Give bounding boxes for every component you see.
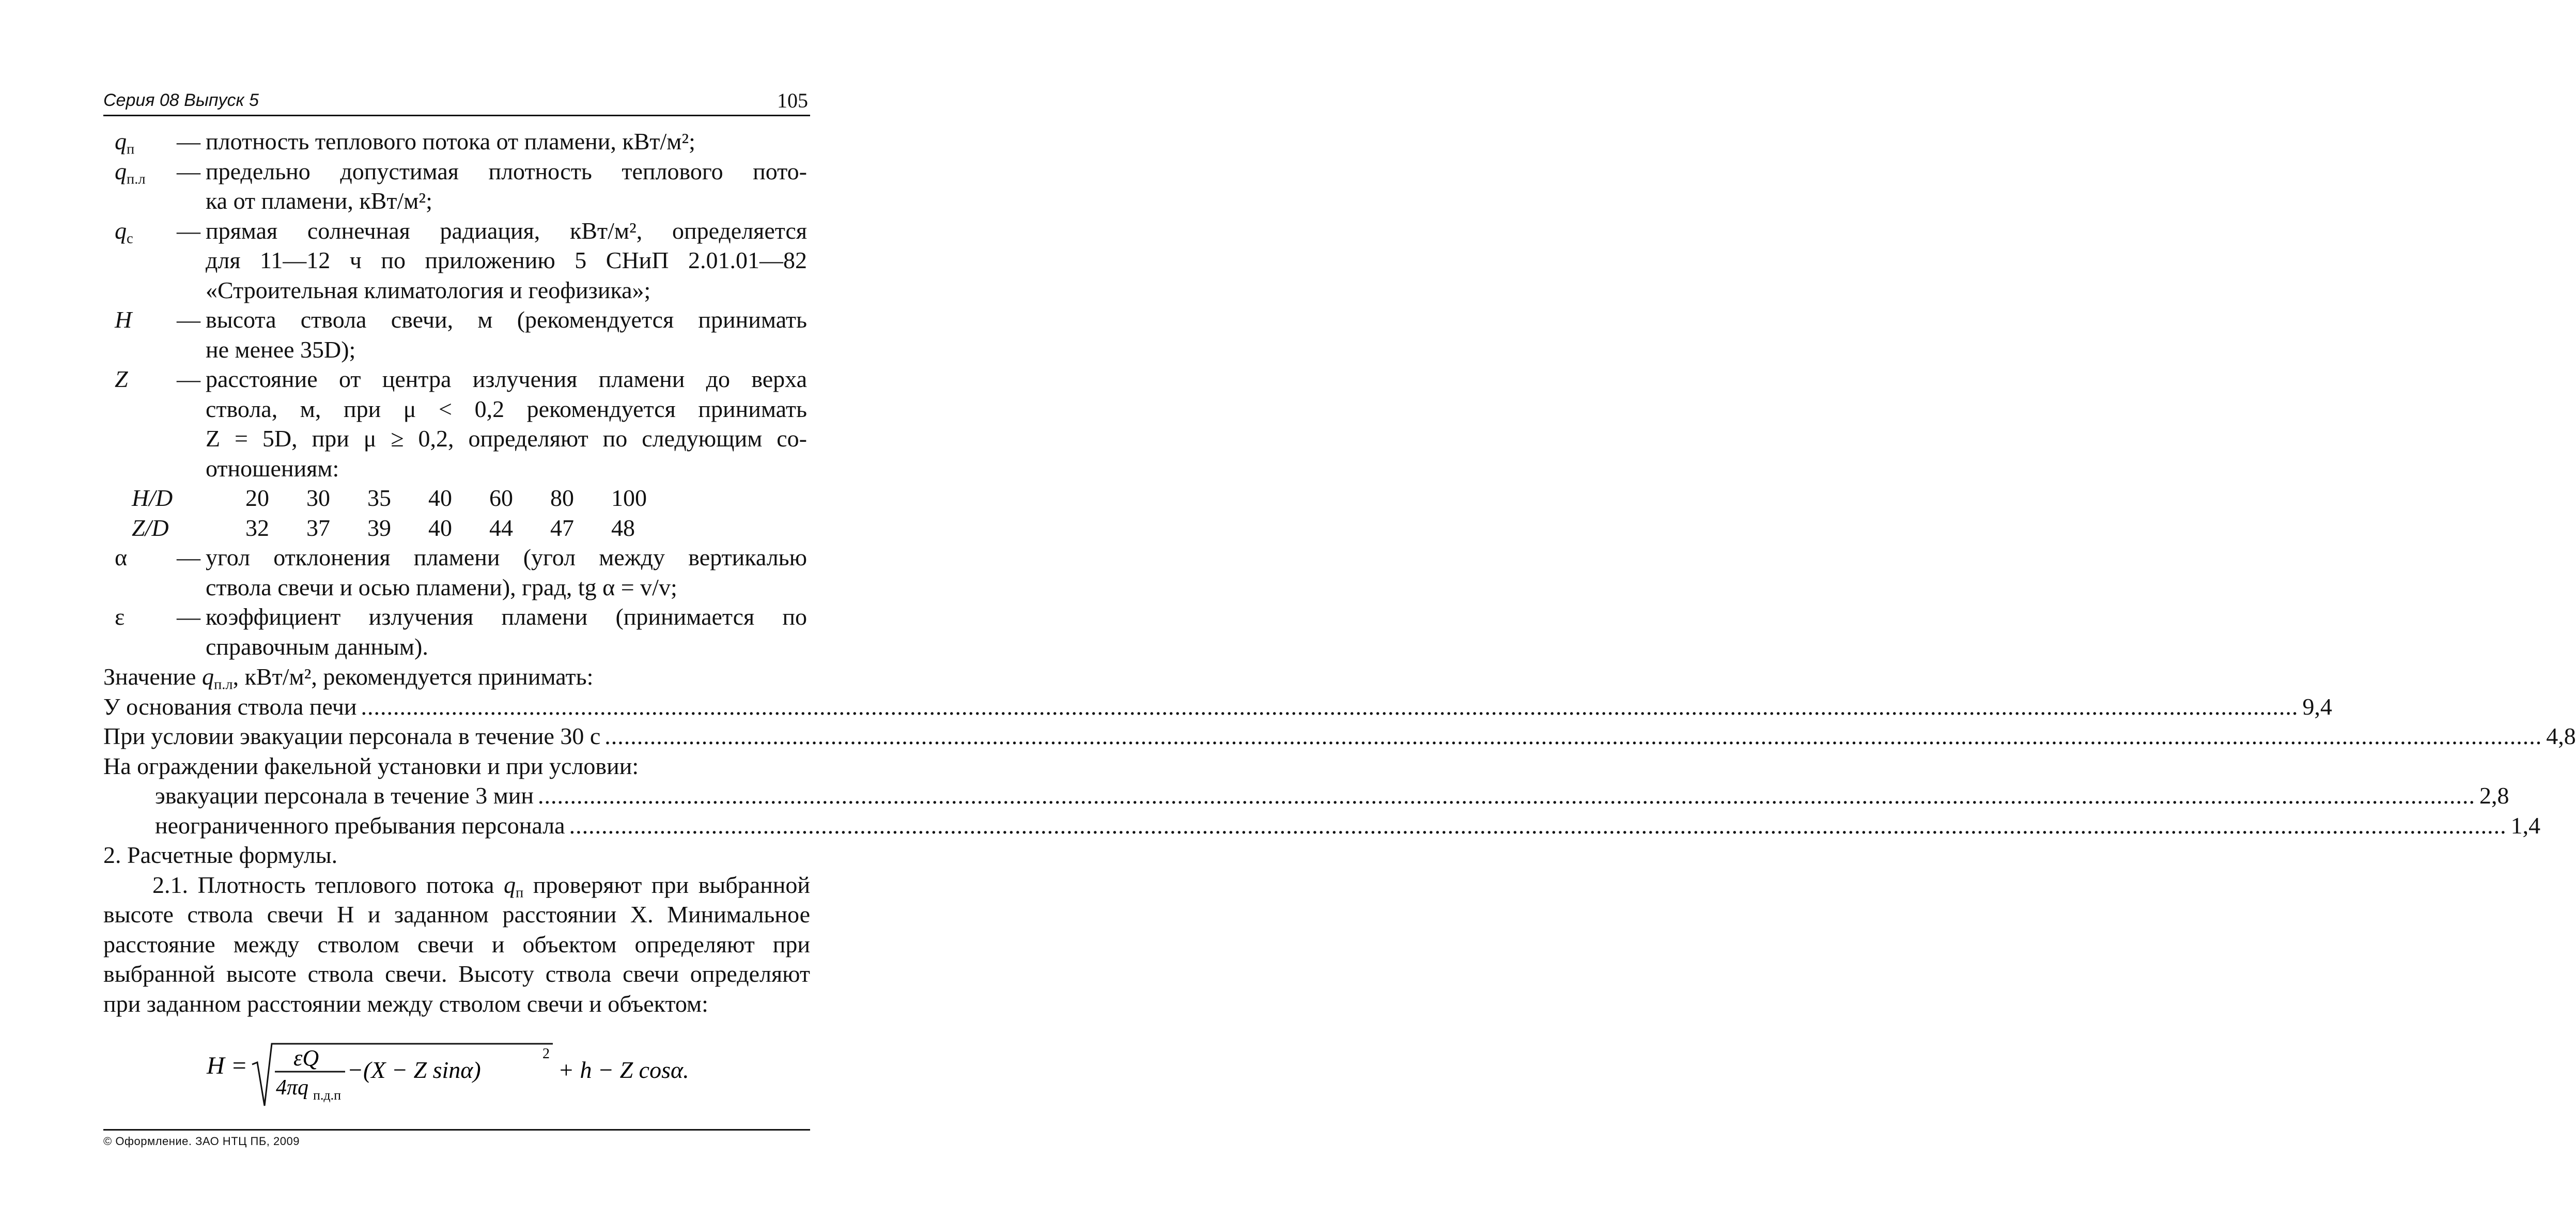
ratio-value: 32 [245,514,269,541]
definition-dash [177,186,206,216]
definition-symbol: $q_п$ [115,128,135,158]
definition-dash: — [177,306,200,333]
definition-text: не менее 35D); [206,336,356,363]
definition-dash: — [177,366,200,392]
definition-text: плотность теплового потока от пламени, кВт/м²; [206,128,695,154]
formula-lhs: H = [207,1052,248,1079]
definition-line [103,424,810,454]
definition-text: угол отклонения пламени (угол между вертикалью [206,544,807,570]
definition-line [103,632,810,662]
definition-dash [177,573,206,602]
definition-dash: — [177,544,200,570]
definition-line [103,305,810,335]
value-label: неограниченного пребывания персонала [155,812,565,839]
value-row [103,811,2541,841]
ratio-value: 60 [489,485,513,511]
ratio-row-zd [103,513,810,543]
definition-text: прямая солнечная радиация, кВт/м², определяется [206,217,807,244]
definition-line [103,335,810,365]
definition-line [103,157,810,187]
definition-symbol [103,394,177,424]
definition-line [103,454,810,484]
definition-text: ка от пламени, кВт/м²; [206,188,432,214]
fence-heading: На ограждении факельной установки и при условии: [103,752,639,779]
definition-line [103,364,810,394]
formula-middle: −(X − Z sinα) [347,1057,481,1083]
leader-dots: ............................................................................................................................................................................................................................................................................................................ [569,812,2507,839]
ratio-value: 37 [306,514,330,541]
paragraph-body: высоте ствола свечи H и заданном расстоянии X. Минимальное расстояние между стволом свечи и объектом определяют при выбранной высоте ствола свечи. Высоту ствола свечи определяют при заданном расстоянии между стволом свечи и объектом: [103,901,810,1017]
definition-dash [177,632,206,662]
definition-dash: — [177,217,200,244]
ratio-label: H/D [132,485,173,511]
definition-line [103,127,810,157]
paragraph-2-1: 2.1. Плотность теплового потока $q_п$ проверяют при выбранной высоте ствола свечи H и заданном расстоянии X. Минимальное расстояние между стволом свечи и объектом определяют при выбранной высоте ствола свечи. Высоту ствола свечи определяют при заданном расстоянии между стволом свечи и объектом: [103,871,810,1017]
definitions-group-1 [103,127,810,483]
formula-exponent: 2 [542,1046,550,1062]
definition-symbol: ε [115,604,125,630]
ratio-value: 35 [367,485,391,511]
value-row [103,781,2509,811]
value-label: У основания ствола печи [103,693,357,720]
definition-symbol [103,186,177,216]
definition-symbol: α [115,544,128,570]
formula-tail: + h − Z cosα. [558,1057,689,1083]
definition-text: ствола свечи и осью пламени), град, tg α = v/v; [206,574,677,600]
definition-dash [177,245,206,275]
leader-dots: ............................................................................................................................................................................................................................................................................................................ [538,782,2476,809]
value-row [103,721,2576,751]
ratio-table [103,483,810,543]
ratio-value: 40 [428,485,452,511]
value-number: 1,4 [2510,812,2541,839]
definition-text: высота ствола свечи, м (рекомендуется принимать [206,306,807,333]
values-list-fence [103,781,2541,840]
ratio-row-hd [103,483,810,513]
definition-dash [177,335,206,365]
value-label: При условии эвакуации персонала в течение 30 с [103,723,601,749]
formula-numerator: εQ [293,1045,319,1071]
leader-dots: ............................................................................................................................................................................................................................................................................................................ [604,723,2542,749]
definition-line [103,186,810,216]
formula-denominator: 4πq [276,1076,309,1100]
definitions-list [103,127,810,661]
ratio-value: 100 [611,485,647,511]
definition-symbol: $q_с$ [115,217,133,247]
definition-text: коэффициент излучения пламени (принимается по [206,604,807,630]
definition-text: Z = 5D, при μ ≥ 0,2, определяют по следующим со- [206,425,807,452]
definition-text: для 11—12 ч по приложению 5 СНиП 2.01.01—82 [206,247,807,273]
definition-text: справочным данным). [206,633,428,660]
series-label: Серия 08 Выпуск 5 [103,90,259,110]
definition-line [103,245,810,275]
definition-dash [177,275,206,305]
value-number: 2,8 [2479,782,2509,809]
ratio-value: 20 [245,485,269,511]
page-header [103,84,810,116]
definition-symbol: Z [115,366,128,392]
definition-dash: — [177,128,200,154]
definition-dash: — [177,158,200,184]
definition-symbol: H [115,306,132,333]
value-label: эвакуации персонала в течение 3 мин [155,782,534,809]
definition-line [103,602,810,632]
section-heading: 2. Расчетные формулы. [103,842,338,868]
definition-dash: — [177,604,200,630]
value-intro: Значение $q_{п.л}$, кВт/м², рекомендуется принимать: [103,663,594,693]
ratio-value: 47 [550,514,574,541]
formula-denominator-sub: п.д.п [313,1088,342,1103]
ratio-value: 48 [611,514,635,541]
definition-dash [177,424,206,454]
leader-dots: ............................................................................................................................................................................................................................................................................................................ [361,693,2299,720]
value-row [103,692,2333,722]
definition-symbol [103,245,177,275]
ratio-value: 44 [489,514,513,541]
ratio-value: 30 [306,485,330,511]
definition-text: отношениям: [206,455,339,482]
definition-line [103,394,810,424]
definition-dash [177,394,206,424]
ratio-value: 40 [428,514,452,541]
formula-h [207,1028,689,1116]
definition-line [103,216,810,246]
definition-symbol [103,424,177,454]
definition-symbol: $q_{п.л}$ [115,158,146,188]
page-number: 105 [777,89,808,112]
definition-symbol [103,632,177,662]
definition-line [103,275,810,305]
definitions-group-2 [103,543,810,661]
value-number: 9,4 [2302,693,2333,720]
definition-symbol [103,275,177,305]
definition-symbol [103,454,177,484]
ratio-value: 39 [367,514,391,541]
definition-line [103,573,810,602]
ratio-label: Z/D [132,514,169,541]
page-footer: © Оформление. ЗАО НТЦ ПБ, 2009 [103,1129,810,1148]
definition-symbol [103,573,177,602]
main-text [103,662,2576,1018]
ratio-value: 80 [550,485,574,511]
definition-text: расстояние от центра излучения пламени до верха [206,366,807,392]
definition-text: «Строительная климатология и геофизика»; [206,276,651,303]
definition-symbol [103,335,177,365]
value-number: 4,8 [2546,723,2576,749]
values-list [103,692,2576,751]
definition-text: предельно допустимая плотность теплового пото- [206,158,807,184]
definition-dash [177,454,206,484]
definition-line [103,543,810,573]
definition-text: ствола, м, при μ < 0,2 рекомендуется принимать [206,395,807,422]
